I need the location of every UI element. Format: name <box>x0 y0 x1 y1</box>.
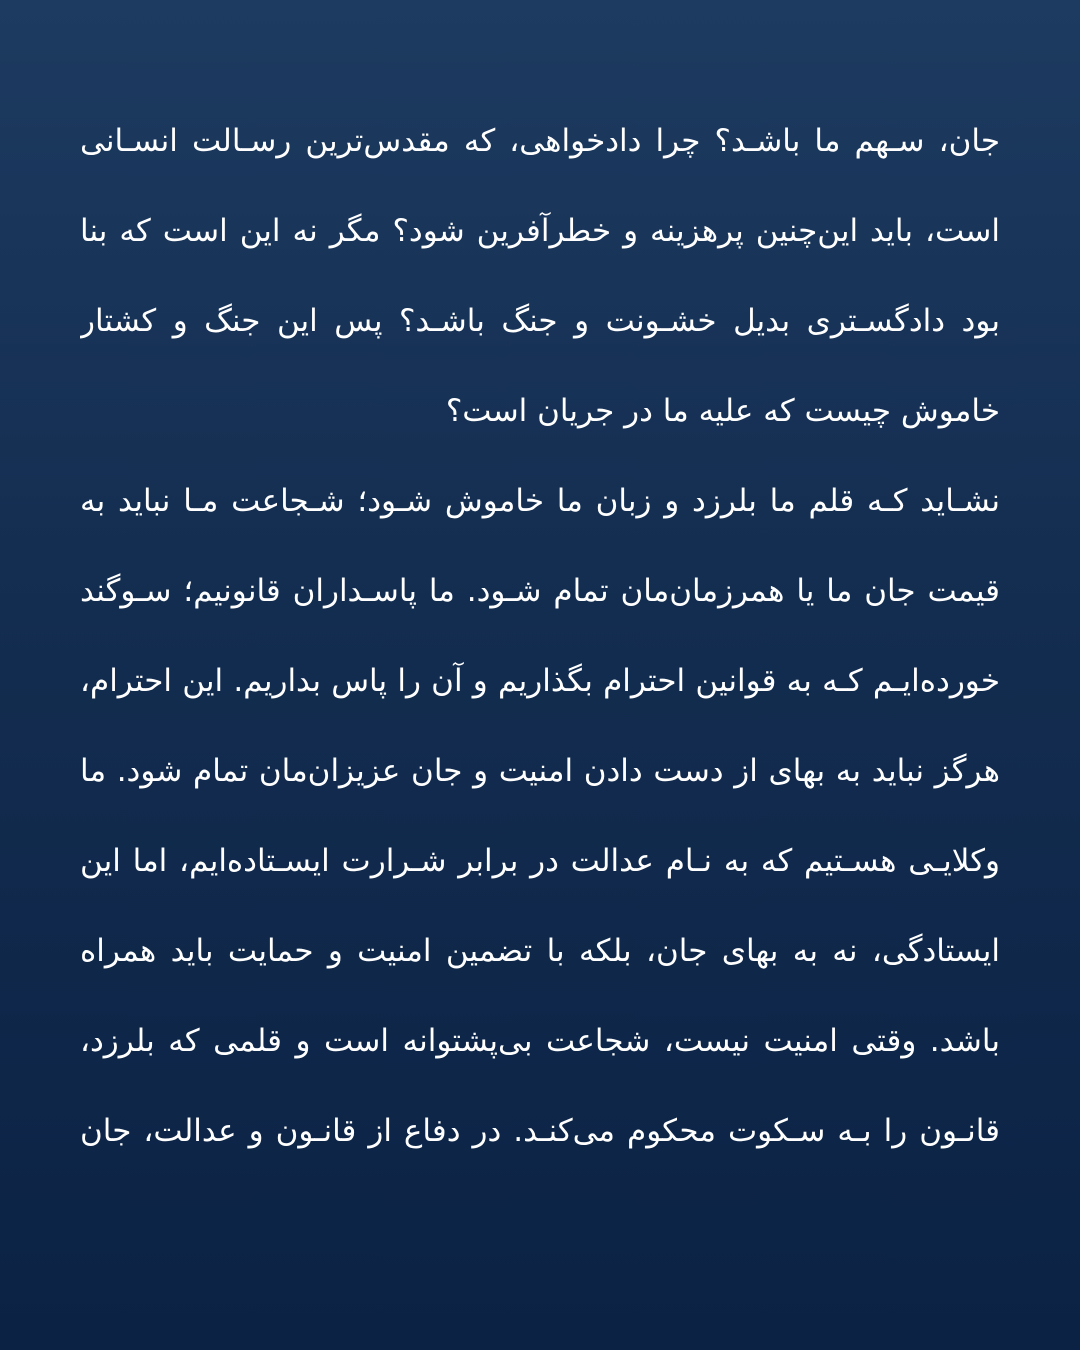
text-line: قیمت جان ما یا همرزمان‌مان تمام شـود. ما پاسـداران قانونیم؛ سـوگند <box>80 573 1000 609</box>
text-line: باشد. وقتی امنیت نیست، شجاعت بی‌پشتوانه است و قلمی که بلرزد، <box>80 1023 1000 1059</box>
text-line: ایستادگی، نه به بهای جان، بلکه با تضمین امنیت و حمایت باید همراه <box>80 933 1000 969</box>
article-text <box>80 96 1000 1176</box>
paragraph-2 <box>80 456 1000 1176</box>
text-line: خاموش چیست که علیه ما در جریان است؟ <box>445 393 1000 429</box>
text-line: قانـون را بـه سـکوت محکوم می‌کنـد. در دفاع از قانـون و عدالت، جان <box>80 1113 1000 1149</box>
paragraph-1 <box>80 96 1000 456</box>
text-line: وکلایـی هسـتیم که به نـام عدالت در برابر شـرارت ایسـتاده‌ایم، اما این <box>80 843 1000 879</box>
text-line: نشـاید کـه قلم ما بلرزد و زبان ما خاموش شـود؛ شـجاعت مـا نباید به <box>80 483 1000 519</box>
text-line: بود دادگسـتری بدیل خشـونت و جنگ باشـد؟ پس این جنگ و کشتار <box>80 303 1000 339</box>
text-line: جان، سـهم ما باشـد؟ چرا دادخواهی، که مقدس‌ترین رسـالت انسـانی <box>80 123 1000 159</box>
text-line: است، باید این‌چنین پرهزینه و خطرآفرین شود؟ مگر نه این است که بنا <box>80 213 1000 249</box>
text-line: خورده‌ایـم کـه به قوانین احترام بگذاریم و آن را پاس بداریم. این احترام، <box>80 663 1000 699</box>
text-line: هرگز نباید به بهای از دست دادن امنیت و جان عزیزان‌مان تمام شود. ما <box>80 753 1000 789</box>
